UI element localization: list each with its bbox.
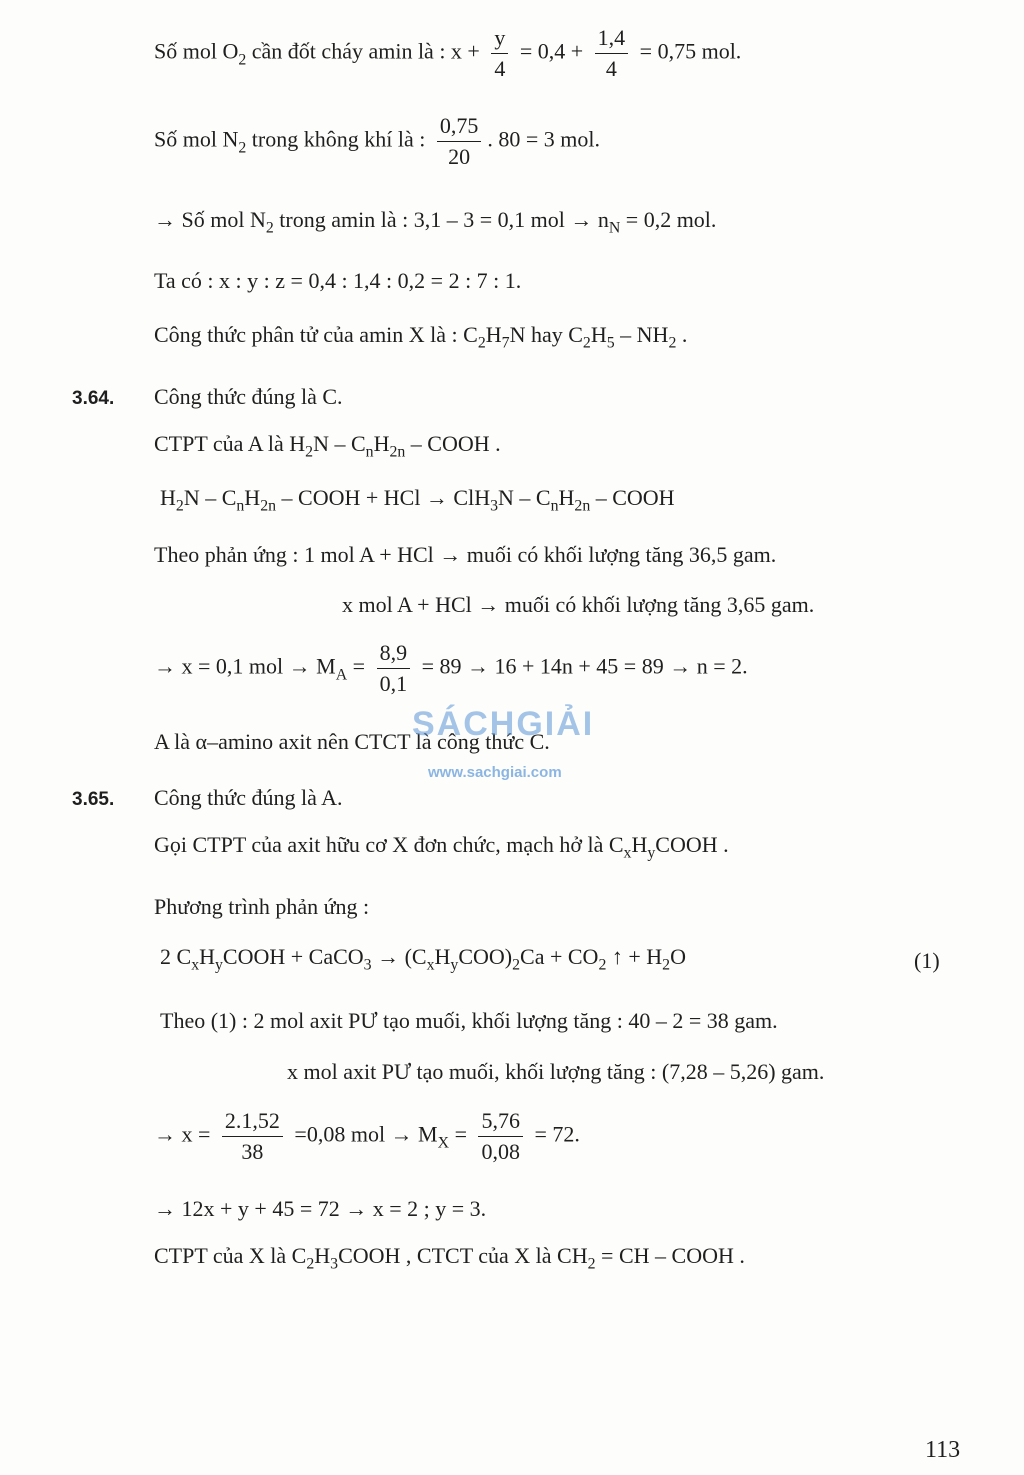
text: = 72. — [528, 1121, 580, 1147]
subscript: 2 — [305, 443, 314, 461]
text: . 80 = 3 mol. — [487, 126, 600, 152]
text: COOH + CaCO — [222, 944, 364, 969]
numerator: 0,75 — [437, 114, 482, 142]
watermark-url: www.sachgiai.com — [428, 764, 562, 781]
subscript: 2 — [662, 956, 671, 974]
text: → Số mol N — [154, 207, 266, 232]
formula-x-line — [154, 322, 688, 352]
x-mol-axit-line: x mol axit PƯ tạo muối, khối lượng tăng : (7,28 – 5,26) gam. — [287, 1059, 825, 1084]
text: H — [590, 322, 607, 347]
text: H — [631, 832, 648, 857]
subscript: 7 — [501, 334, 510, 352]
text: N – C — [498, 485, 551, 510]
text: Gọi CTPT của axit hữu cơ X đơn chức, mạch hở là C — [154, 832, 624, 857]
subscript: 2n — [389, 443, 406, 461]
denominator: 4 — [494, 56, 506, 82]
subscript: 2 — [668, 334, 677, 352]
subscript: X — [437, 1134, 450, 1152]
reaction-hcl-line — [160, 485, 675, 515]
equation-heading: Phương trình phản ứng : — [154, 894, 370, 919]
numerator: 1,4 — [595, 26, 629, 54]
text: = — [347, 653, 371, 679]
text: O — [670, 944, 686, 969]
text: 2 C — [160, 944, 192, 969]
ma-calc-line — [154, 641, 748, 696]
text: H — [160, 485, 176, 510]
n2-amine-line — [154, 207, 717, 237]
subscript: 2 — [477, 334, 486, 352]
denominator: 0,1 — [379, 671, 408, 697]
theo-phan-ung-line: Theo phản ứng : 1 mol A + HCl → muối có khối lượng tăng 36,5 gam. — [154, 542, 777, 567]
text: → x = 0,1 mol → M — [154, 653, 336, 679]
text: N – C — [313, 431, 366, 456]
text: H — [485, 322, 502, 347]
subscript: y — [647, 844, 656, 862]
theo-1-line: Theo (1) : 2 mol axit PƯ tạo muối, khối lượng tăng : 40 – 2 = 38 gam. — [160, 1008, 778, 1033]
text: – COOH + HCl → ClH — [276, 485, 491, 510]
n2-air-line — [154, 114, 600, 169]
subscript: n — [236, 497, 245, 515]
mx-calc-line — [154, 1109, 580, 1164]
text: COOH , CTCT của X là CH — [338, 1243, 588, 1268]
equation-tag: (1) — [914, 948, 940, 973]
subscript: n — [550, 497, 559, 515]
fraction — [478, 1109, 523, 1164]
subscript: n — [365, 443, 374, 461]
text: = 0,4 + — [514, 38, 589, 64]
subscript: 3 — [490, 497, 499, 515]
subscript: 3 — [363, 956, 372, 974]
fraction — [222, 1109, 283, 1164]
denominator: 0,08 — [481, 1139, 520, 1165]
text: . — [676, 322, 688, 347]
text: = CH – COOH . — [595, 1243, 745, 1268]
watermark-logo: SÁCHGIẢI — [412, 705, 595, 743]
subscript: 2 — [582, 334, 591, 352]
x-mol-a-line: x mol A + HCl → muối có khối lượng tăng 3,65 gam. — [342, 592, 815, 617]
text: trong không khí là : — [246, 126, 431, 152]
subscript: 2 — [598, 956, 607, 974]
text: CTPT của A là H — [154, 431, 306, 456]
text: =0,08 mol → M — [288, 1121, 438, 1147]
subscript: y — [450, 956, 459, 974]
text: = 0,2 mol. — [620, 207, 717, 232]
numerator: 8,9 — [377, 641, 411, 669]
denominator: 4 — [605, 56, 617, 82]
denominator: 38 — [241, 1139, 264, 1165]
subscript: 2 — [238, 51, 247, 69]
text: ↑ + H — [606, 944, 663, 969]
text: cần đốt cháy amin là : x + — [246, 38, 486, 64]
ctpt-a-line — [154, 431, 501, 461]
text: = 0,75 mol. — [634, 38, 742, 64]
subscript: 2n — [574, 497, 591, 515]
text: – COOH — [590, 485, 675, 510]
text: Ca + CO — [520, 944, 599, 969]
ctct-x-line — [154, 1243, 745, 1273]
o2-moles-line — [154, 26, 741, 81]
answer-365: Công thức đúng là A. — [154, 785, 343, 810]
denominator: 20 — [448, 144, 471, 170]
text: H — [314, 1243, 331, 1268]
subscript: x — [191, 956, 200, 974]
subscript: 2 — [265, 219, 274, 237]
subscript: 2 — [238, 139, 247, 157]
subscript: 5 — [606, 334, 615, 352]
text: → (C — [371, 944, 427, 969]
text: N hay C — [509, 322, 583, 347]
ratio-line: Ta có : x : y : z = 0,4 : 1,4 : 0,2 = 2 : 7 : 1. — [154, 268, 522, 293]
text: Công thức phân tử của amin X là : C — [154, 322, 478, 347]
text: → x = — [154, 1121, 216, 1147]
fraction — [491, 26, 508, 81]
numerator: y — [491, 26, 508, 54]
text: H — [373, 431, 390, 456]
text: H — [244, 485, 261, 510]
fraction — [437, 114, 482, 169]
text: Số mol N — [154, 126, 239, 152]
text: H — [199, 944, 215, 969]
problem-number-365: 3.65. — [72, 789, 115, 810]
subscript: x — [623, 844, 632, 862]
text: – COOH . — [405, 431, 501, 456]
numerator: 5,76 — [478, 1109, 523, 1137]
answer-364: Công thức đúng là C. — [154, 384, 343, 409]
text: = — [449, 1121, 473, 1147]
reaction-caco3-line — [160, 944, 686, 974]
text: COOH . — [655, 832, 729, 857]
subscript: 2 — [512, 956, 521, 974]
text: Số mol O — [154, 38, 239, 64]
alpha-amino-line: A là α–amino axit nên CTCT là công thức C. — [154, 729, 550, 754]
subscript: x — [426, 956, 435, 974]
text: COO) — [458, 944, 513, 969]
text: N – C — [183, 485, 237, 510]
text: – NH — [614, 322, 669, 347]
subscript: 2 — [587, 1255, 596, 1273]
text: H — [434, 944, 451, 969]
page-number: 113 — [925, 1437, 961, 1463]
fraction — [595, 26, 629, 81]
subscript: 2 — [175, 497, 184, 515]
fraction — [377, 641, 411, 696]
problem-number-364: 3.64. — [72, 388, 115, 409]
text: H — [558, 485, 575, 510]
subscript: 2 — [306, 1255, 315, 1273]
ctpt-x-line — [154, 832, 729, 862]
subscript: y — [215, 956, 223, 974]
numerator: 2.1,52 — [222, 1109, 283, 1137]
subscript: A — [335, 666, 348, 684]
subscript: N — [608, 219, 621, 237]
text: CTPT của X là C — [154, 1243, 307, 1268]
text: trong amin là : 3,1 – 3 = 0,1 mol → n — [273, 207, 609, 232]
subscript: 3 — [330, 1255, 339, 1273]
subscript: 2n — [260, 497, 277, 515]
text: = 89 → 16 + 14n + 45 = 89 → n = 2. — [416, 653, 748, 679]
solve-xy-line: → 12x + y + 45 = 72 → x = 2 ; y = 3. — [154, 1196, 487, 1221]
